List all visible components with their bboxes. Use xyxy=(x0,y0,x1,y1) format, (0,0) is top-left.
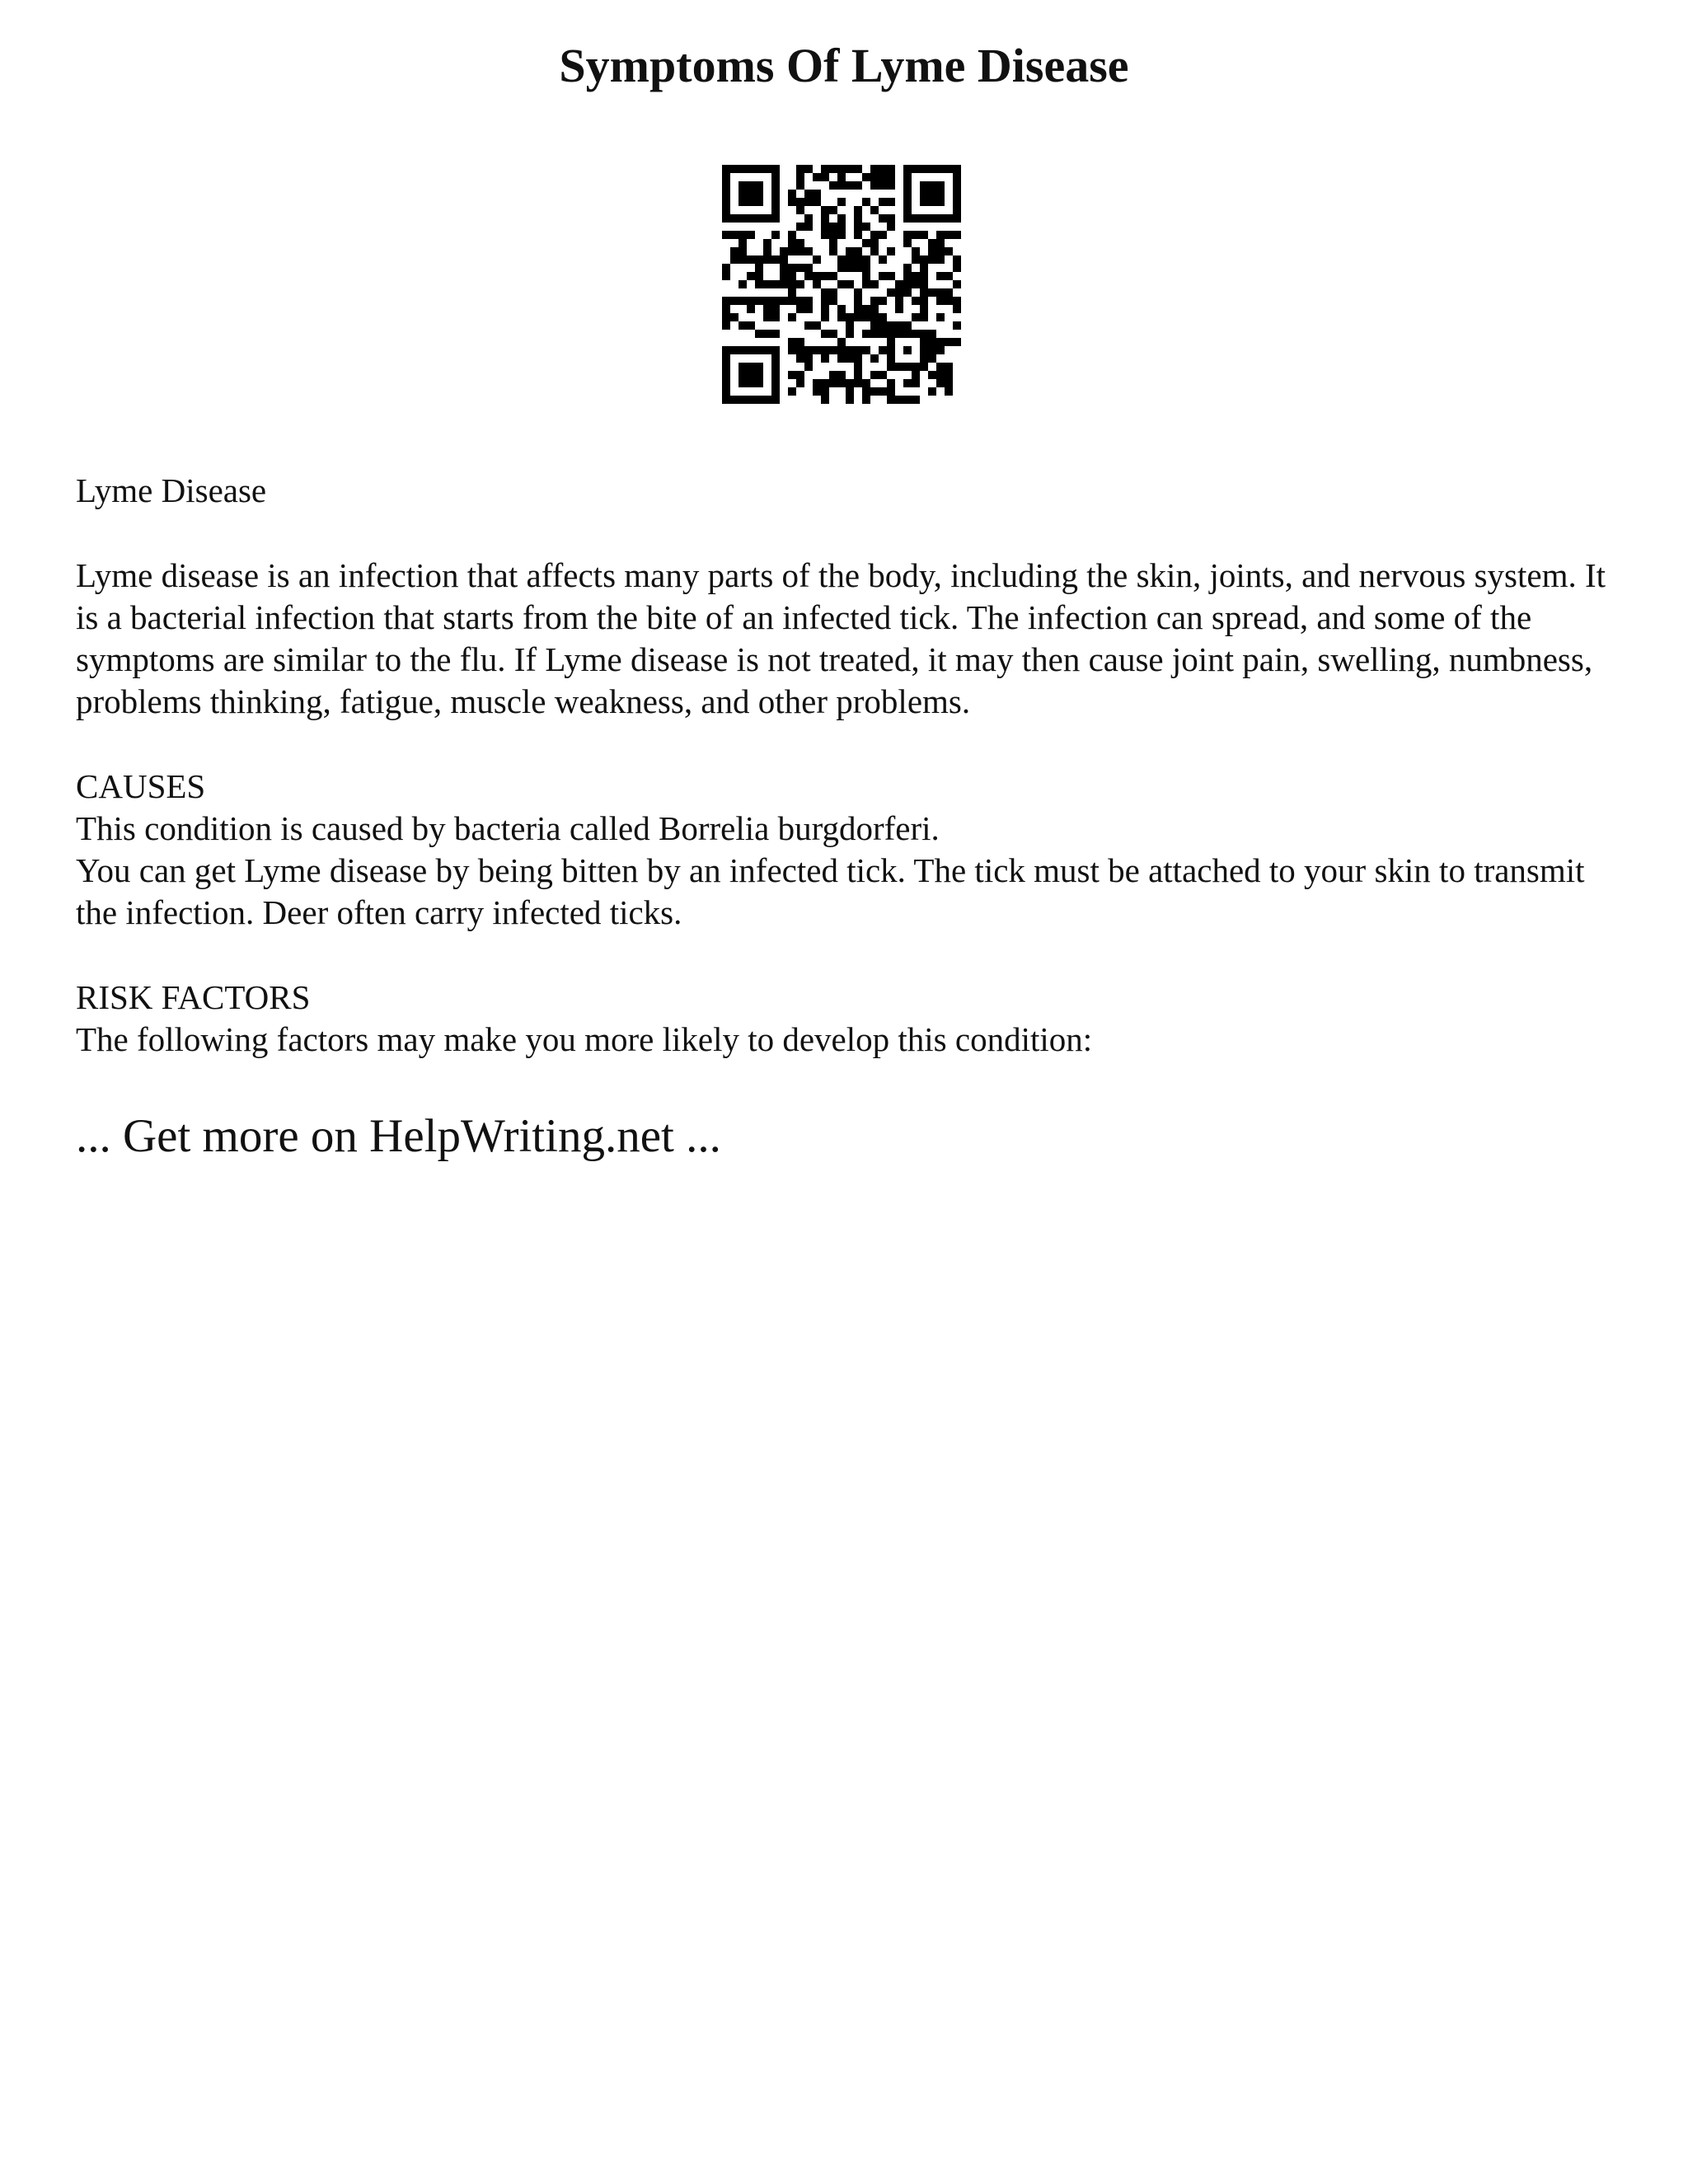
section-heading-lyme: Lyme Disease xyxy=(76,471,267,509)
get-more-link[interactable]: ... Get more on HelpWriting.net ... xyxy=(76,1110,721,1162)
risk-factors-heading: RISK FACTORS xyxy=(76,978,311,1016)
risk-factors-line-1: The following factors may make you more likely to develop this condition: xyxy=(76,1020,1093,1058)
causes-line-2: You can get Lyme disease by being bitten by an infected tick. The tick must be attached to your skin to transmit the infection. Deer often carry infected ticks. xyxy=(76,851,1585,931)
causes-line-1: This condition is caused by bacteria called Borrelia burgdorferi. xyxy=(76,809,940,847)
qr-code-icon xyxy=(722,165,961,404)
intro-paragraph: Lyme disease is an infection that affects many parts of the body, including the skin, joints, and nervous system. It is a bacterial infection that starts from the bite of an infected tick. The infection can spread, and some of the symptoms are similar to the flu. If Lyme disease is not treated, it may then cause joint pain, swelling, numbness, problems thinking, fatigue, muscle weakness, and other problems. xyxy=(76,556,1606,720)
page-title: Symptoms Of Lyme Disease xyxy=(559,39,1129,92)
document-body xyxy=(76,470,1612,1061)
causes-heading: CAUSES xyxy=(76,767,206,805)
